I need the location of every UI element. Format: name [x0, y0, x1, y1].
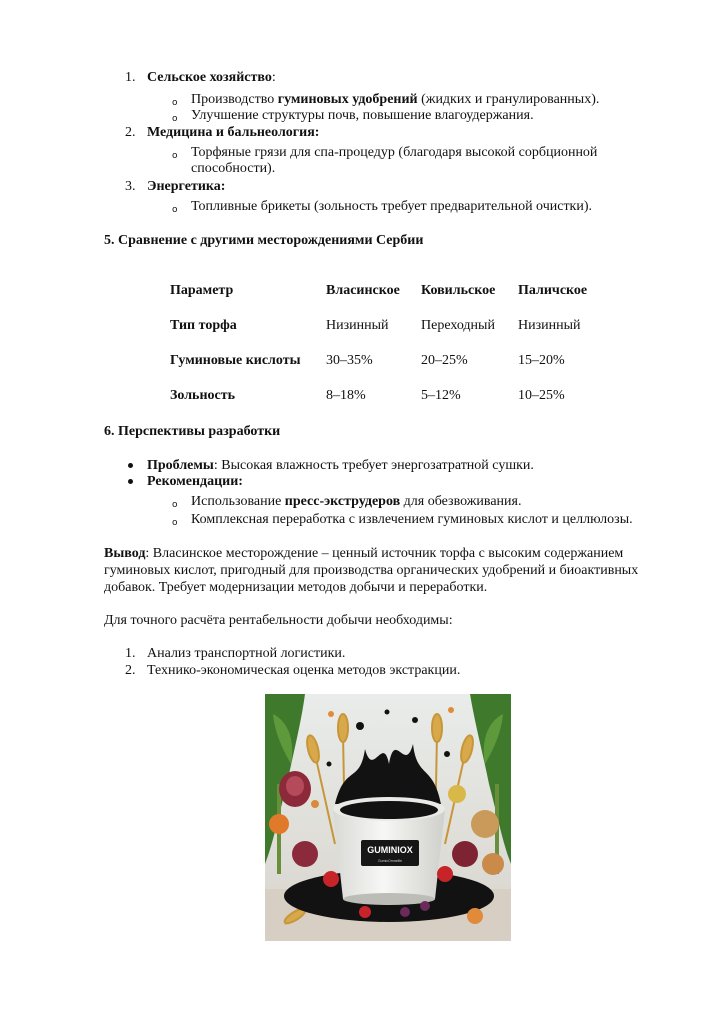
sub-item: Использование пресс-экструдеров для обезвоживания.: [191, 494, 522, 509]
column-header: Параметр: [170, 283, 234, 298]
conclusion-line: гуминовых кислот, пригодный для производства органических удобрений и биоактивных: [104, 563, 639, 578]
list-number: 3.: [125, 179, 136, 194]
comparison-table: [170, 273, 608, 413]
sub-bullet-icon: o: [172, 205, 178, 215]
sub-item-line1: Торфяные грязи для спа-процедур (благодаря высокой сорбционной: [191, 145, 598, 160]
bullet-icon: [128, 479, 133, 484]
sub-item: Производство гуминовых удобрений (жидких и гранулированных).: [191, 92, 600, 107]
sub-item: Топливные брикеты (зольность требует предварительной очистки).: [191, 199, 593, 214]
table-cell: Низинный: [326, 318, 389, 333]
sub-bullet-icon: o: [172, 500, 178, 510]
sub-item: Улучшение структуры почв, повышение влагоудержания.: [191, 108, 534, 123]
table-cell: Переходный: [421, 318, 495, 333]
table-cell: 30–35%: [326, 353, 373, 368]
sub-item: Комплексная переработка с извлечением гуминовых кислот и целлюлозы.: [191, 512, 633, 527]
list-item-title: Энергетика:: [147, 179, 226, 194]
sub-item-line2: способности).: [191, 161, 276, 176]
section-heading: 5. Сравнение с другими месторождениями Сербии: [104, 233, 424, 248]
section-heading: 6. Перспективы разработки: [104, 424, 281, 439]
sub-bullet-icon: o: [172, 114, 178, 124]
list-item-title: Сельское хозяйство:: [147, 70, 276, 85]
list-item-title: Медицина и бальнеология:: [147, 125, 320, 140]
product-brand-label: GUMINIOX: [367, 845, 413, 855]
list-number: 2.: [125, 125, 136, 140]
bullet-item: Рекомендации:: [147, 474, 243, 489]
row-label: Гуминовые кислоты: [170, 353, 301, 368]
table-cell: 8–18%: [326, 388, 366, 403]
bullet-icon: [128, 463, 133, 468]
conclusion-line: добавок. Требует модернизации методов добычи и переработки.: [104, 580, 488, 595]
table-cell: Низинный: [518, 318, 581, 333]
table-cell: 15–20%: [518, 353, 565, 368]
column-header: Ковильское: [421, 283, 496, 298]
column-header: Паличское: [518, 283, 588, 298]
product-illustration: [265, 694, 511, 941]
column-header: Власинское: [326, 283, 400, 298]
bullet-item: Проблемы: Высокая влажность требует энергозатратной сушки.: [147, 458, 534, 473]
table-row: [170, 343, 608, 378]
table-header-row: [170, 273, 608, 308]
paragraph: Для точного расчёта рентабельности добычи необходимы:: [104, 613, 453, 628]
conclusion-line: Вывод: Власинское месторождение – ценный источник торфа с высоким содержанием: [104, 546, 624, 561]
table-cell: 20–25%: [421, 353, 468, 368]
sub-bullet-icon: o: [172, 151, 178, 161]
list-number: 1.: [125, 646, 136, 661]
sub-bullet-icon: o: [172, 518, 178, 528]
list-number: 2.: [125, 663, 136, 678]
product-subtitle-label: GumicOmnelife: [377, 859, 403, 863]
table-row: [170, 378, 608, 413]
list-item: Технико-экономическая оценка методов экстракции.: [147, 663, 461, 678]
sub-bullet-icon: o: [172, 98, 178, 108]
table-cell: 5–12%: [421, 388, 461, 403]
table-row: [170, 308, 608, 343]
list-item: Анализ транспортной логистики.: [147, 646, 346, 661]
row-label: Тип торфа: [170, 318, 237, 333]
list-number: 1.: [125, 70, 136, 85]
row-label: Зольность: [170, 388, 236, 403]
table-cell: 10–25%: [518, 388, 565, 403]
